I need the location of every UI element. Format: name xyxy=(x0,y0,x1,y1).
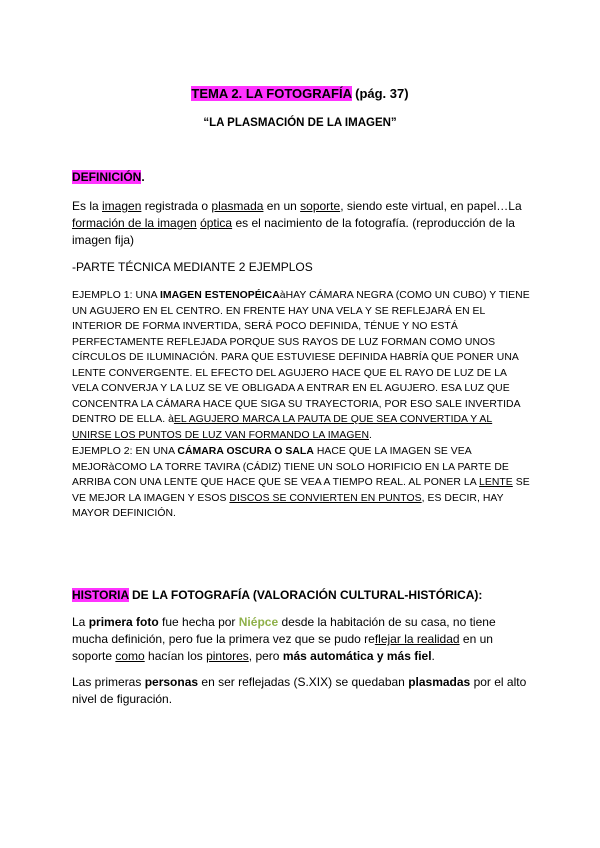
text-run: en un soporte xyxy=(72,632,493,663)
page-subtitle: “LA PLASMACIÓN DE LA IMAGEN” xyxy=(203,117,397,129)
text-run: es el nacimiento de la fotografía. (reproducción de la imagen fija) xyxy=(72,216,515,247)
section-heading-definicion xyxy=(72,170,534,184)
underlined-term: DISCOS SE CONVIERTEN EN PUNTOS xyxy=(229,492,422,504)
text-run: desde la habitación de su casa, no tiene mucha definición, pero fue la primera vez que se pudo re xyxy=(72,615,496,646)
text-run: EJEMPLO 1: UNA xyxy=(72,290,160,301)
heading-highlight: DEFINICIÓN xyxy=(72,170,142,184)
text-run: . xyxy=(369,429,372,441)
title-main: TEMA 2. LA FOTOGRAFÍA xyxy=(191,86,352,101)
bold-term: más automática y más fiel xyxy=(282,649,432,663)
text-run: . xyxy=(431,649,435,663)
underlined-term: soporte xyxy=(300,199,341,213)
heading-suffix: . xyxy=(141,170,145,184)
example-1-paragraph xyxy=(72,288,534,443)
underlined-term: flejar la realidad xyxy=(374,632,460,646)
title-page-ref: (pág. 37) xyxy=(351,86,409,101)
underlined-term: plasmada xyxy=(211,199,264,213)
history-paragraph-1 xyxy=(72,614,534,665)
text-run: , siendo este virtual, en papel…La xyxy=(340,199,522,213)
definition-paragraph xyxy=(72,198,534,249)
underlined-term: EL AGUJERO MARCA LA PAUTA DE QUE SEA CONVERTIDA Y AL UNIRSE LOS PUNTOS DE LUZ VAN FORMANDO LA IMAGEN xyxy=(72,414,493,441)
underlined-term: óptica xyxy=(200,216,233,230)
history-paragraph-2 xyxy=(72,674,534,708)
text-run: hacían los xyxy=(144,649,207,663)
bold-term: CÁMARA OSCURA O SALA xyxy=(177,446,314,457)
underlined-term: como xyxy=(115,649,145,663)
underlined-term: pintores xyxy=(206,649,249,663)
bold-term: IMAGEN ESTENOPÉICA xyxy=(159,290,280,301)
highlighted-name: Niépce xyxy=(238,615,279,629)
technical-part-line: -PARTE TÉCNICA MEDIANTE 2 EJEMPLOS xyxy=(72,260,313,274)
text-run: Es la xyxy=(72,199,103,213)
underlined-term: LENTE xyxy=(479,477,513,488)
text-run: SE VE MEJOR LA IMAGEN Y ESOS xyxy=(72,477,530,504)
page-title xyxy=(0,86,600,101)
heading-highlight: HISTORIA xyxy=(72,588,129,602)
text-run: Las primeras xyxy=(72,675,145,689)
heading-rest: DE LA FOTOGRAFÍA (VALORACIÓN CULTURAL-HISTÓRICA): xyxy=(128,588,483,602)
text-run: en ser reflejadas (S.XIX) se quedaban xyxy=(198,675,409,689)
text-run: registrada o xyxy=(141,199,212,213)
text-run: , ES DECIR, HAY MAYOR DEFINICIÓN. xyxy=(72,492,504,519)
text-run: àHAY CÁMARA NEGRA (COMO UN CUBO) Y TIENE UN AGUJERO EN EL CENTRO. EN FRENTE HAY UNA VELA Y SE REFLEJARÁ EN EL INTERIOR DE FORMA INVERTIDA, SERÁ POCO DEFINIDA, TÉNUE Y NO ESTÁ PERFECTAMENTE REFLEJADA PORQUE SUS RAYOS DE LUZ FORMAN COMO UNOS CÍRCULOS DE ILUMINACIÓN. PARA QUE ESTUVIESE DEFINIDA HABRÍA QUE PONER UNA LENTE CONVERGENTE. EL EFECTO DEL AGUJERO HACE QUE EL RAYO DE LUZ DE LA VELA CONVERJA Y LA LUZ SE VE OBLIGADA A ENTRAR EN EL AGUJERO. ESA LUZ QUE CONCENTRA LA CÁMARA HACE QUE SIGA SU TRAYECTORIA, POR ESO SALE INVERTIDA DENTRO DE ELLA. à xyxy=(72,290,530,425)
underlined-term: formación de la imagen xyxy=(72,216,197,230)
text-run: en un xyxy=(263,199,301,213)
text-run: HACE QUE LA IMAGEN SE VEA MEJORàCOMO LA TORRE TAVIRA (CÁDIZ) TIENE UN SOLO HORIFICIO EN LA PARTE DE ARRIBA CON UNA LENTE QUE HACE QUE SE VEA A TIEMPO REAL. AL PONER LA xyxy=(72,446,509,488)
text-run: , pero xyxy=(248,649,283,663)
text-run: por el alto nivel de figuración. xyxy=(72,675,527,706)
text-run: fue hecha por xyxy=(158,615,239,629)
underlined-term: imagen xyxy=(102,199,142,213)
bold-term: personas xyxy=(144,675,199,689)
bold-term: primera foto xyxy=(88,615,159,629)
example-2-paragraph xyxy=(72,444,534,522)
section-heading-historia xyxy=(72,588,534,602)
text-run: EJEMPLO 2: EN UNA xyxy=(72,446,178,457)
bold-term: plasmadas xyxy=(408,675,471,689)
text-run: La xyxy=(72,615,89,629)
